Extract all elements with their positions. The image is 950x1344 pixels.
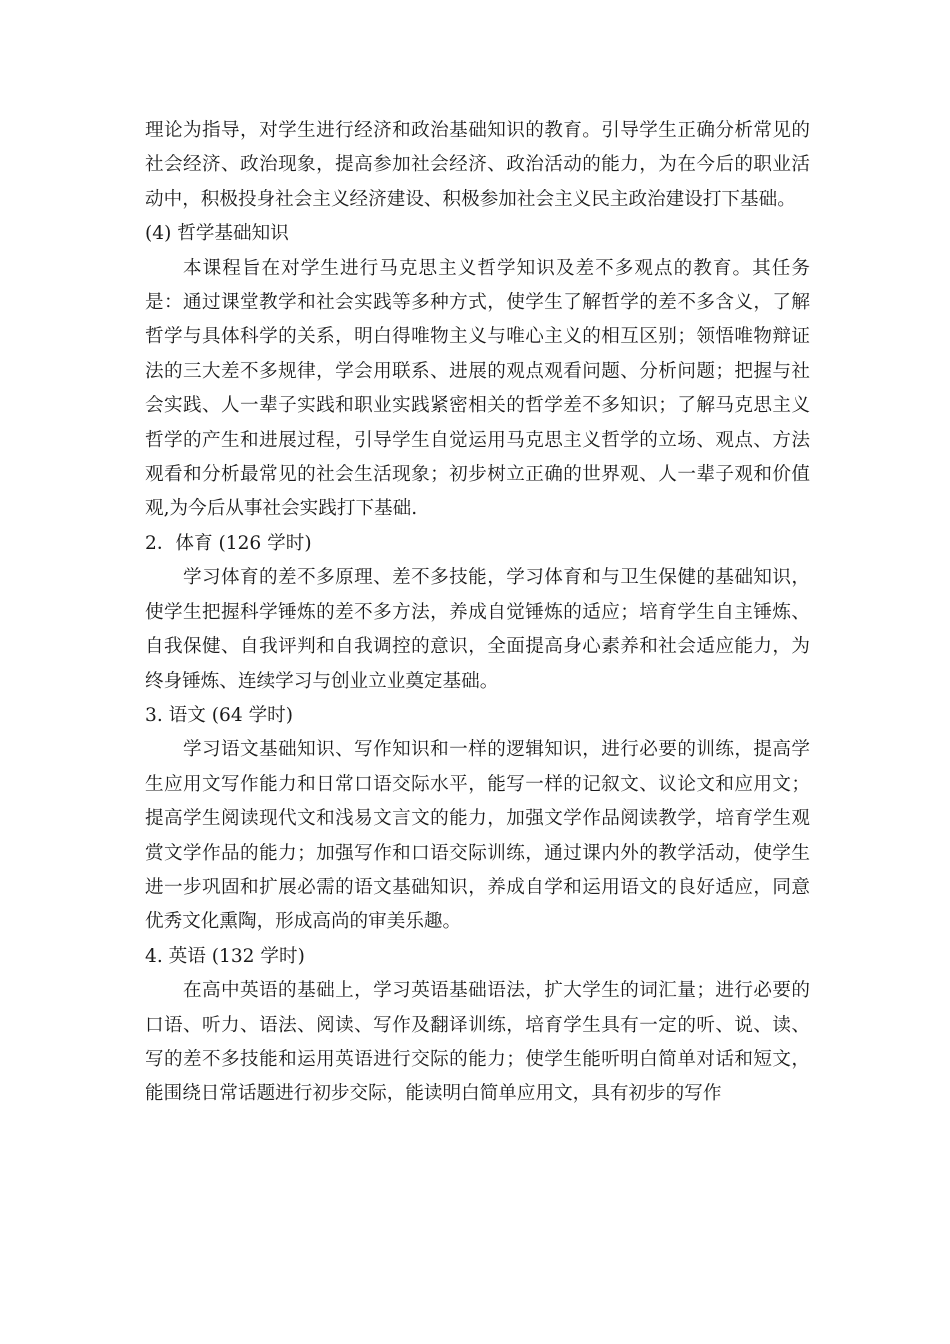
paragraph-physical-education: 学习体育的差不多原理、差不多技能，学习体育和与卫生保健的基础知识，使学生把握科学锤炼的差不多方法，养成自觉锤炼的适应；培育学生自主锤炼、 自我保健、自我评判和自我调控的意识，全面提高身心素养和社会适应能力，为终身锤炼、连续学习与创业立业奠定基础。 (145, 567, 810, 692)
heading-philosophy: (4) 哲学基础知识 (145, 223, 289, 245)
paragraph-english: 在高中英语的基础上，学习英语基础语法，扩大学生的词汇量；进行必要的口语、听力、语法、阅读、写作及翻译训练，培育学生具有一定的听、说、读、写的差不多技能和运用英语进行交际的能力；使学生能听明白简单对话和短文，能围绕日常话题进行初步交际，能读明白简单应用文，具有初步的写作 (145, 980, 810, 1105)
heading-physical-education: 2．体育 (126 学时) (145, 532, 312, 554)
heading-english: 4. 英语 (132 学时) (145, 945, 305, 967)
document-body (145, 114, 810, 1112)
paragraph-philosophy: 本课程旨在对学生进行马克思主义哲学知识及差不多观点的教育。其任务是：通过课堂教学和社会实践等多种方式，使学生了解哲学的差不多含义，了解哲学与具体科学的关系，明白得唯物主义与唯心主义的相互区别；领悟唯物辩证法的三大差不多规律，学会用联系、进展的观点观看问题、分析问题；把握与社会实践、人一辈子实践和职业实践紧密相关的哲学差不多知识；了解马克思主义哲学的产生和进展过程，引导学生自觉运用马克思主义哲学的立场、观点、方法观看和分析最常见的社会生活现象；初步树立正确的世界观、人一辈子观和价值观,为今后从事社会实践打下基础. (145, 257, 810, 520)
paragraph-economics-politics: 理论为指导，对学生进行经济和政治基础知识的教育。引导学生正确分析常见的社会经济、政治现象，提高参加社会经济、政治活动的能力，为在今后的职业活动中，积极投身社会主义经济建设、积极参加社会主义民主政治建设打下基础。 (145, 120, 810, 210)
paragraph-chinese: 学习语文基础知识、写作知识和一样的逻辑知识，进行必要的训练，提高学生应用文写作能力和日常口语交际水平，能写一样的记叙文、议论文和应用文；提高学生阅读现代文和浅易文言文的能力，加强文学作品阅读教学，培育学生观赏文学作品的能力；加强写作和口语交际训练，通过课内外的教学活动，使学生进一步巩固和扩展必需的语文基础知识，养成自学和运用语文的良好适应，同意优秀文化熏陶，形成高尚的审美乐趣。 (145, 739, 810, 933)
heading-chinese: 3. 语文 (64 学时) (145, 704, 294, 726)
